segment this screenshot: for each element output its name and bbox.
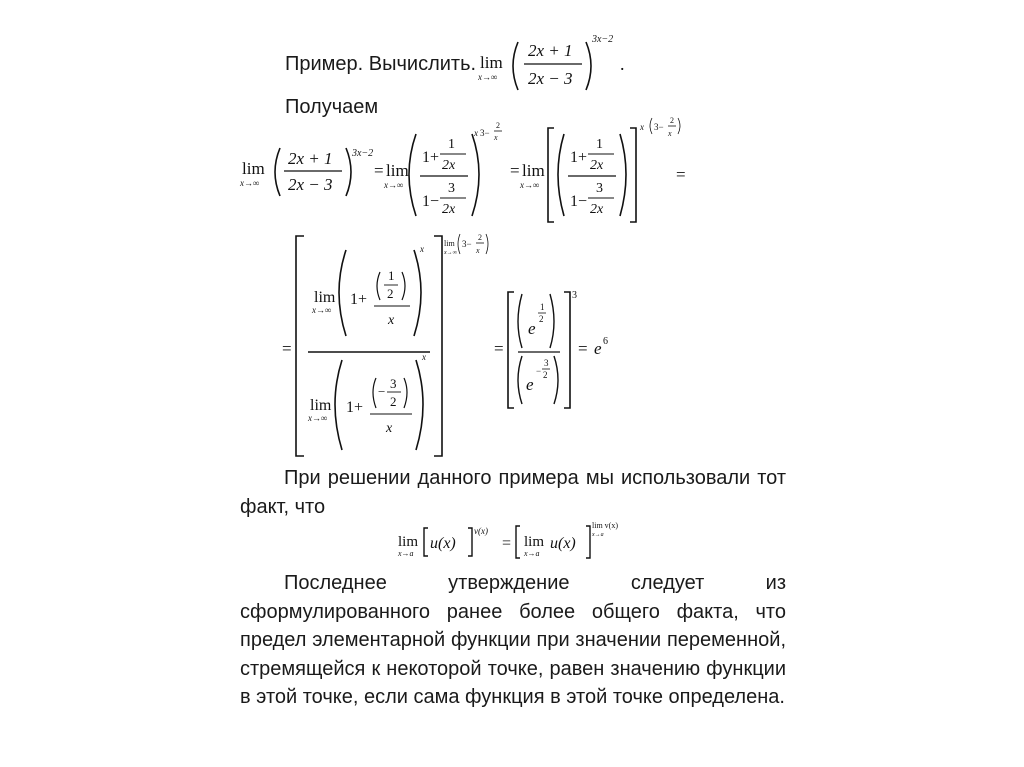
e-top-2: 2 (539, 314, 544, 324)
f4-u1: u(x) (430, 535, 456, 552)
eq-1: = (374, 161, 384, 180)
frac-den: 2x − 3 (528, 69, 573, 88)
f4-v1: v(x) (474, 526, 488, 536)
lim-c: lim (522, 161, 545, 180)
f4-lim1-sub: x→a (398, 549, 414, 558)
lim-b-sub: x→∞ (384, 180, 404, 190)
lim-a: lim (242, 159, 265, 178)
lim-n-sub: x→∞ (312, 305, 332, 315)
e-bot: e (526, 375, 534, 394)
paragraph-1-text: При решении данного примера мы использовали тот факт, что (240, 467, 786, 518)
f4-eq: = (502, 535, 512, 552)
six: 6 (603, 336, 608, 347)
b-pow-x: x (474, 128, 478, 138)
pow-x: x (476, 246, 480, 255)
n-one: 1 (388, 268, 395, 283)
pow-2: 2 (478, 233, 482, 242)
lim-n: lim (314, 289, 336, 306)
pow-3: 3− (462, 239, 472, 249)
frac-num: 2x + 1 (528, 41, 573, 60)
e-top-1: 1 (540, 302, 545, 312)
c-one-minus: 1− (570, 193, 588, 210)
formula-example (478, 28, 638, 96)
c-2x-2: 2x (590, 202, 604, 217)
paragraph-1 (240, 464, 786, 521)
example-label: Пример. Вычислить. (285, 53, 477, 75)
n-two: 2 (387, 286, 394, 301)
b-2x: 2x (442, 158, 456, 173)
pow-lim-sub: x→∞ (444, 250, 457, 256)
formula-chain (236, 114, 696, 234)
f4-limv: lim v(x) (592, 521, 618, 530)
lim-text: lim (480, 53, 503, 72)
b-three: 3 (448, 181, 455, 196)
lim-sub: x→∞ (478, 72, 498, 82)
b-pow-2: 2 (496, 121, 500, 130)
f4-u2: u(x) (550, 535, 576, 552)
d-pow-x: x (422, 352, 426, 362)
formula-limit-power (396, 520, 646, 566)
n-x: x (388, 313, 395, 328)
e-top: e (528, 319, 536, 338)
eq-3: = (676, 165, 686, 184)
b-2x-2: 2x (442, 202, 456, 217)
a-power: 3x−2 (352, 148, 374, 159)
eq-6: = (578, 339, 588, 358)
n-one-plus: 1+ (350, 291, 368, 308)
e6: e (594, 339, 602, 358)
eq-4: = (282, 339, 292, 358)
c-pow-x2: x (668, 129, 672, 138)
c-2x: 2x (590, 158, 604, 173)
d-x: x (386, 421, 393, 436)
lim-a-sub: x→∞ (240, 178, 260, 188)
d-one-plus: 1+ (346, 399, 364, 416)
dot-text: . (620, 54, 625, 74)
e-bot-minus: − (536, 366, 542, 376)
f4-limv-sub: x→a (592, 532, 604, 538)
pow-lim: lim (444, 239, 455, 248)
e-bot-2: 2 (543, 370, 548, 380)
n-pow-x: x (420, 244, 424, 254)
obtain-label: Получаем (285, 96, 379, 118)
b-one-minus: 1− (422, 193, 440, 210)
d-three: 3 (390, 376, 397, 391)
e-bot-3: 3 (544, 358, 549, 368)
d-minus: − (378, 384, 386, 399)
lim-d-sub: x→∞ (308, 413, 328, 423)
c-one-plus: 1+ (570, 149, 588, 166)
lim-d: lim (310, 397, 332, 414)
c-one: 1 (596, 137, 603, 152)
paragraph-2 (240, 569, 786, 712)
a-den: 2x − 3 (288, 175, 333, 194)
b-one-plus: 1+ (422, 149, 440, 166)
outer-pow-3: 3 (572, 290, 577, 301)
a-num: 2x + 1 (288, 149, 333, 168)
f4-lim2: lim (524, 534, 545, 550)
formula-bracket (280, 230, 640, 460)
power-text: 3x−2 (592, 34, 614, 45)
eq-2: = (510, 161, 520, 180)
eq-5: = (494, 339, 504, 358)
b-pow-x2: x (494, 133, 498, 142)
c-pow-2: 2 (670, 116, 674, 125)
c-three: 3 (596, 181, 603, 196)
b-one: 1 (448, 137, 455, 152)
c-pow-3: 3− (654, 122, 664, 132)
lim-c-sub: x→∞ (520, 180, 540, 190)
lim-b: lim (386, 161, 409, 180)
d-two: 2 (390, 394, 397, 409)
b-pow-3: 3− (480, 128, 490, 138)
f4-lim1: lim (398, 534, 419, 550)
f4-lim2-sub: x→a (524, 549, 540, 558)
paragraph-2-text: Последнее утверждение следует из сформулированного ранее более общего факта, что предел элементарной функции при значении переменной, стремящейся к некоторой точке, равен значению функции в этой точке, если сама функция в этой точке определена. (240, 572, 786, 708)
c-pow-x: x (640, 122, 644, 132)
